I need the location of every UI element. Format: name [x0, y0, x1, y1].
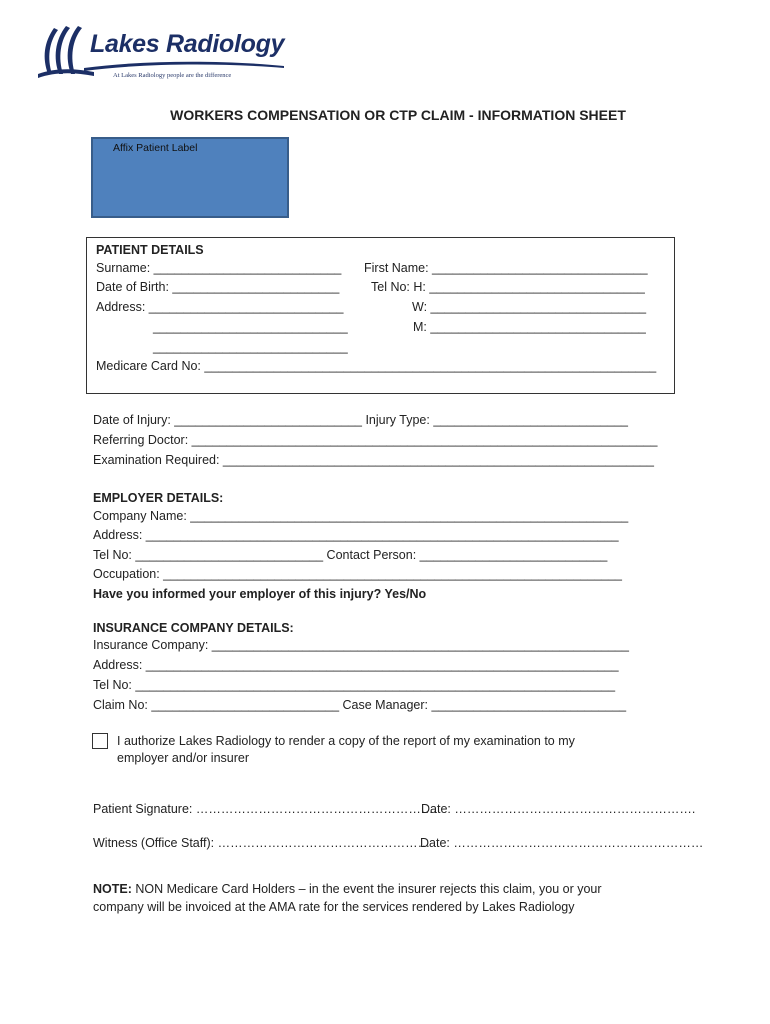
insurance-heading: INSURANCE COMPANY DETAILS:: [93, 621, 294, 635]
referring-doctor-field[interactable]: Referring Doctor: ___________________________________________________________________: [93, 433, 658, 447]
employer-tel-contact-field[interactable]: Tel No: ___________________________ Contact Person: ___________________________: [93, 548, 608, 562]
logo-swoosh: [84, 60, 284, 72]
medicare-field[interactable]: Medicare Card No: _________________________________________________________________: [96, 359, 657, 373]
dob-field[interactable]: Date of Birth: ________________________: [96, 280, 340, 294]
logo-name: Lakes Radiology: [90, 30, 285, 58]
insurance-tel-field[interactable]: Tel No: _____________________________________________________________________: [93, 678, 616, 692]
authorize-text-line2: employer and/or insurer: [117, 751, 250, 765]
patient-label-text: Affix Patient Label: [113, 142, 198, 154]
examination-field[interactable]: Examination Required: ______________________________________________________________: [93, 453, 654, 467]
address-line-3[interactable]: ____________________________: [153, 340, 348, 354]
note-text-line1: NON Medicare Card Holders – in the event the insurer rejects this claim, you or your: [131, 882, 602, 896]
first-name-field[interactable]: First Name: _______________________________: [364, 261, 648, 275]
employer-address-field[interactable]: Address: ____________________________________________________________________: [93, 528, 619, 542]
company-name-field[interactable]: Company Name: _______________________________________________________________: [93, 509, 629, 523]
patient-date-field[interactable]: Date: ………………………………………………….: [421, 802, 696, 816]
claim-case-field[interactable]: Claim No: ___________________________ Case Manager: ____________________________: [93, 698, 627, 712]
address-field[interactable]: Address: ____________________________: [96, 300, 344, 314]
note-label: NOTE:: [93, 882, 132, 896]
page-title: WORKERS COMPENSATION OR CTP CLAIM - INFORMATION SHEET: [170, 107, 626, 123]
authorize-text-line1: I authorize Lakes Radiology to render a copy of the report of my examination to my: [117, 734, 575, 748]
sails-logo-icon: [34, 22, 98, 82]
address-line-2[interactable]: ____________________________: [153, 320, 348, 334]
tel-mobile-field[interactable]: M: _______________________________: [413, 320, 646, 334]
insurance-company-field[interactable]: Insurance Company: ____________________________________________________________: [93, 638, 629, 652]
tel-home-field[interactable]: Tel No: H: _______________________________: [371, 280, 645, 294]
patient-details-heading: PATIENT DETAILS: [96, 243, 204, 257]
witness-date-field[interactable]: Date: ……………………………………………………: [420, 836, 704, 850]
employer-heading: EMPLOYER DETAILS:: [93, 491, 224, 505]
tel-work-field[interactable]: W: _______________________________: [412, 300, 647, 314]
employer-informed-question: Have you informed your employer of this injury? Yes/No: [93, 587, 427, 601]
patient-signature-field[interactable]: Patient Signature: ………………………………………………….: [93, 802, 437, 816]
occupation-field[interactable]: Occupation: __________________________________________________________________: [93, 567, 623, 581]
injury-date-type-field[interactable]: Date of Injury: ___________________________ Injury Type: ____________________________: [93, 413, 628, 427]
insurance-address-field[interactable]: Address: ____________________________________________________________________: [93, 658, 619, 672]
note-text-line2: company will be invoiced at the AMA rate for the services rendered by Lakes Radiology: [93, 900, 575, 914]
witness-signature-field[interactable]: Witness (Office Staff): ……………………………………………: [93, 836, 431, 850]
authorize-checkbox[interactable]: [92, 733, 108, 749]
logo-tagline: At Lakes Radiology people are the difference: [113, 72, 232, 79]
surname-field[interactable]: Surname: ___________________________: [96, 261, 342, 275]
note-line1: [93, 882, 602, 896]
patient-label-area: [91, 137, 289, 218]
lakes-radiology-logo: [28, 16, 286, 88]
